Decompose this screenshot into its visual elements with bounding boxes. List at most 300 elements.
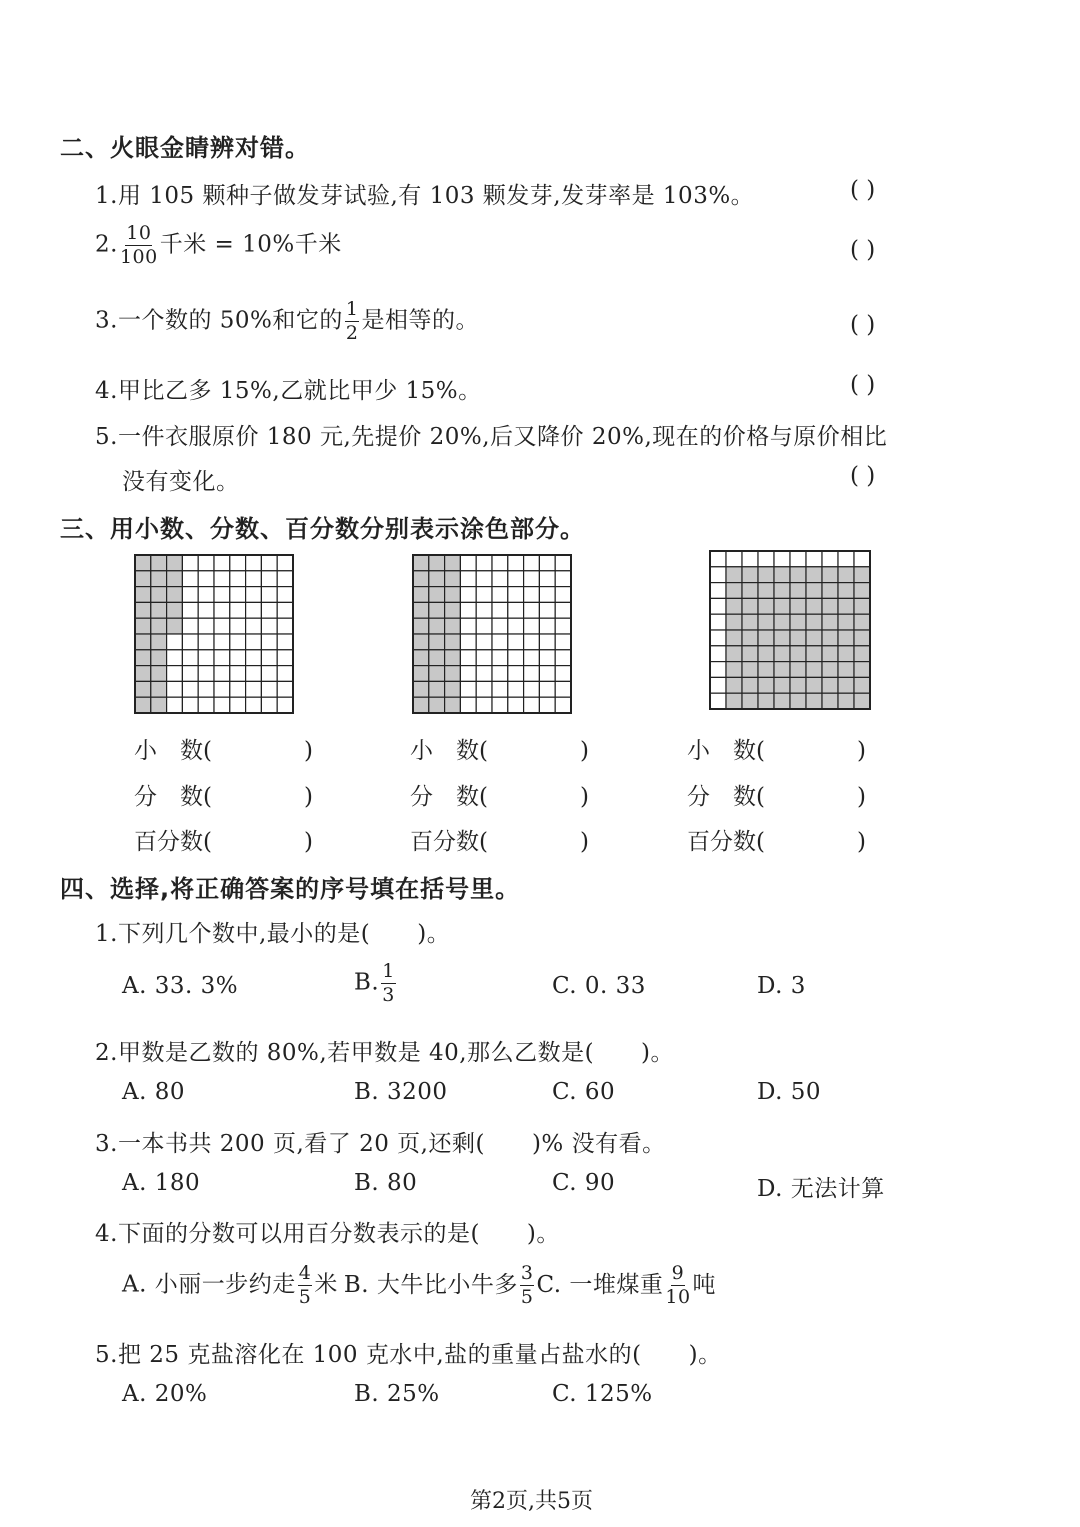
shaded-cell bbox=[445, 618, 461, 634]
shaded-cell bbox=[726, 693, 742, 709]
option-c[interactable]: C. 一堆煤重 $\frac{9}{10}$ 吨 bbox=[536, 1262, 717, 1308]
grid-cell bbox=[555, 666, 571, 682]
hundred-grid-1 bbox=[134, 554, 294, 714]
decimal-label: 小 数( ) bbox=[410, 738, 589, 764]
shaded-cell bbox=[838, 693, 854, 709]
grid-cell bbox=[182, 571, 198, 587]
grid-cell bbox=[277, 634, 293, 650]
section-2-item-2: 2. $\frac{10}{100}$ 千米 = 10%千米 bbox=[95, 222, 342, 268]
option-a[interactable]: A. 33. 3% bbox=[122, 973, 239, 999]
shaded-cell bbox=[742, 583, 758, 599]
fraction: $\frac{10}{100}$ bbox=[119, 222, 158, 268]
grid-cell bbox=[167, 650, 183, 666]
shaded-cell bbox=[151, 587, 167, 603]
shaded-cell bbox=[151, 602, 167, 618]
grid-cell bbox=[230, 681, 246, 697]
grid-cell bbox=[198, 571, 214, 587]
grid-cell bbox=[167, 634, 183, 650]
question-3-stem: 3.一本书共 200 页,看了 20 页,还剩( )% 没有看。 bbox=[95, 1131, 666, 1157]
grid-cell bbox=[214, 587, 230, 603]
option-b[interactable]: B. 80 bbox=[354, 1170, 418, 1196]
shaded-cell bbox=[726, 598, 742, 614]
question-1-stem: 1.下列几个数中,最小的是( )。 bbox=[95, 921, 451, 947]
shaded-cell bbox=[135, 555, 151, 571]
grid-cell bbox=[806, 551, 822, 567]
shaded-cell bbox=[445, 681, 461, 697]
grid-cell bbox=[822, 551, 838, 567]
shaded-cell bbox=[413, 602, 429, 618]
grid-cell bbox=[230, 634, 246, 650]
shaded-cell bbox=[742, 630, 758, 646]
grid-cell bbox=[230, 697, 246, 713]
grid-cell bbox=[214, 602, 230, 618]
answer-blank[interactable]: ( ) bbox=[850, 177, 876, 203]
grid-cell bbox=[710, 598, 726, 614]
fraction-label: 分 数( ) bbox=[687, 784, 866, 810]
grid-cell bbox=[214, 634, 230, 650]
grid-cell bbox=[182, 681, 198, 697]
grid-cell bbox=[182, 555, 198, 571]
grid-cell bbox=[182, 618, 198, 634]
grid-cell bbox=[261, 555, 277, 571]
grid-cell bbox=[508, 618, 524, 634]
shaded-cell bbox=[167, 571, 183, 587]
grid-cell bbox=[277, 666, 293, 682]
grid-cell bbox=[277, 571, 293, 587]
shaded-cell bbox=[854, 662, 870, 678]
shaded-cell bbox=[429, 666, 445, 682]
grid-cell bbox=[555, 650, 571, 666]
grid-cell bbox=[710, 567, 726, 583]
shaded-cell bbox=[742, 693, 758, 709]
grid-cell bbox=[492, 650, 508, 666]
shaded-cell bbox=[135, 650, 151, 666]
grid-cell bbox=[710, 614, 726, 630]
grid-cell bbox=[555, 571, 571, 587]
shaded-cell bbox=[774, 598, 790, 614]
shaded-cell bbox=[445, 650, 461, 666]
shaded-cell bbox=[838, 583, 854, 599]
shaded-cell bbox=[790, 693, 806, 709]
grid-cell bbox=[508, 571, 524, 587]
grid-cell bbox=[476, 555, 492, 571]
grid-cell bbox=[230, 587, 246, 603]
grid-cell bbox=[182, 697, 198, 713]
grid-cell bbox=[246, 666, 262, 682]
shaded-cell bbox=[445, 666, 461, 682]
shaded-cell bbox=[790, 567, 806, 583]
grid-cell bbox=[261, 681, 277, 697]
option-b[interactable]: B. 3200 bbox=[354, 1079, 448, 1105]
shaded-cell bbox=[774, 677, 790, 693]
grid-cell bbox=[476, 618, 492, 634]
shaded-cell bbox=[822, 598, 838, 614]
grid-cell bbox=[246, 618, 262, 634]
shaded-cell bbox=[742, 614, 758, 630]
shaded-cell bbox=[838, 598, 854, 614]
shaded-cell bbox=[774, 567, 790, 583]
question-4-stem: 4.下面的分数可以用百分数表示的是( )。 bbox=[95, 1221, 560, 1247]
shaded-cell bbox=[838, 567, 854, 583]
question-5-stem: 5.把 25 克盐溶化在 100 克水中,盐的重量占盐水的( )。 bbox=[95, 1342, 722, 1368]
shaded-cell bbox=[413, 681, 429, 697]
grid-cell bbox=[838, 551, 854, 567]
grid-cell bbox=[214, 555, 230, 571]
shaded-cell bbox=[854, 614, 870, 630]
shaded-cell bbox=[135, 681, 151, 697]
shaded-cell bbox=[726, 583, 742, 599]
grid-cell bbox=[460, 666, 476, 682]
option-b[interactable]: B. 25% bbox=[354, 1381, 440, 1407]
grid-cell bbox=[198, 681, 214, 697]
shaded-cell bbox=[822, 583, 838, 599]
shaded-cell bbox=[838, 677, 854, 693]
section-2-title: 二、火眼金睛辨对错。 bbox=[60, 134, 310, 162]
grid-cell bbox=[277, 555, 293, 571]
section-2-item-4: 4.甲比乙多 15%,乙就比甲少 15%。 bbox=[95, 378, 482, 404]
shaded-cell bbox=[413, 571, 429, 587]
shaded-cell bbox=[167, 618, 183, 634]
answer-blank[interactable]: ( ) bbox=[850, 312, 876, 338]
shaded-cell bbox=[135, 634, 151, 650]
shaded-cell bbox=[167, 587, 183, 603]
shaded-cell bbox=[742, 598, 758, 614]
fraction: $\frac{1}{2}$ bbox=[345, 298, 359, 344]
shaded-cell bbox=[429, 555, 445, 571]
grid-cell bbox=[508, 681, 524, 697]
shaded-cell bbox=[151, 697, 167, 713]
shaded-cell bbox=[758, 614, 774, 630]
shaded-cell bbox=[151, 571, 167, 587]
shaded-cell bbox=[429, 697, 445, 713]
grid-cell bbox=[460, 697, 476, 713]
grid-cell bbox=[476, 587, 492, 603]
shaded-cell bbox=[151, 555, 167, 571]
grid-cell bbox=[492, 571, 508, 587]
grid-cell bbox=[261, 587, 277, 603]
option-d[interactable]: D. 无法计算 bbox=[757, 1176, 885, 1202]
grid-cell bbox=[277, 602, 293, 618]
shaded-cell bbox=[413, 697, 429, 713]
shaded-cell bbox=[429, 602, 445, 618]
percent-label: 百分数( ) bbox=[687, 829, 866, 855]
grid-cell bbox=[524, 555, 540, 571]
grid-cell bbox=[277, 650, 293, 666]
grid-cell bbox=[492, 587, 508, 603]
shaded-cell bbox=[806, 662, 822, 678]
grid-cell bbox=[539, 587, 555, 603]
grid-cell bbox=[524, 618, 540, 634]
grid-cell bbox=[476, 602, 492, 618]
shaded-cell bbox=[774, 646, 790, 662]
grid-cell bbox=[710, 583, 726, 599]
shaded-cell bbox=[758, 646, 774, 662]
shaded-cell bbox=[774, 630, 790, 646]
grid-cell bbox=[460, 571, 476, 587]
grid-cell bbox=[460, 602, 476, 618]
grid-cell bbox=[246, 602, 262, 618]
grid-cell bbox=[790, 551, 806, 567]
shaded-cell bbox=[774, 614, 790, 630]
shaded-cell bbox=[806, 614, 822, 630]
hundred-grid-2 bbox=[412, 554, 572, 714]
shaded-cell bbox=[790, 677, 806, 693]
shaded-cell bbox=[429, 681, 445, 697]
grid-cell bbox=[230, 650, 246, 666]
section-2-item-5: 5.一件衣服原价 180 元,先提价 20%,后又降价 20%,现在的价格与原价相比 bbox=[95, 424, 888, 450]
shaded-cell bbox=[806, 646, 822, 662]
grid-cell bbox=[198, 666, 214, 682]
grid-cell bbox=[214, 618, 230, 634]
shaded-cell bbox=[806, 630, 822, 646]
grid-cell bbox=[555, 697, 571, 713]
grid-cell bbox=[492, 634, 508, 650]
grid-cell bbox=[230, 571, 246, 587]
shaded-cell bbox=[445, 571, 461, 587]
grid-cell bbox=[539, 602, 555, 618]
shaded-cell bbox=[758, 662, 774, 678]
grid-cell bbox=[261, 650, 277, 666]
grid-cell bbox=[198, 650, 214, 666]
grid-cell bbox=[555, 587, 571, 603]
grid-cell bbox=[198, 555, 214, 571]
shaded-cell bbox=[167, 602, 183, 618]
grid-cell bbox=[492, 681, 508, 697]
option-a[interactable]: A. 20% bbox=[122, 1381, 208, 1407]
shaded-cell bbox=[758, 583, 774, 599]
shaded-cell bbox=[413, 555, 429, 571]
shaded-cell bbox=[838, 614, 854, 630]
shaded-cell bbox=[742, 646, 758, 662]
grid-cell bbox=[524, 697, 540, 713]
grid-cell bbox=[508, 602, 524, 618]
grid-cell bbox=[182, 634, 198, 650]
shaded-cell bbox=[774, 662, 790, 678]
grid-cell bbox=[710, 551, 726, 567]
shaded-cell bbox=[742, 662, 758, 678]
shaded-cell bbox=[151, 681, 167, 697]
grid-cell bbox=[167, 697, 183, 713]
grid-cell bbox=[555, 681, 571, 697]
shaded-cell bbox=[758, 677, 774, 693]
grid-cell bbox=[742, 551, 758, 567]
grid-cell bbox=[230, 618, 246, 634]
grid-cell bbox=[854, 551, 870, 567]
grid-cell bbox=[182, 602, 198, 618]
grid-cell bbox=[524, 650, 540, 666]
shaded-cell bbox=[151, 650, 167, 666]
shaded-cell bbox=[854, 598, 870, 614]
option-a[interactable]: A. 180 bbox=[122, 1170, 201, 1196]
fraction-label: 分 数( ) bbox=[410, 784, 589, 810]
shaded-cell bbox=[790, 646, 806, 662]
section-2-item-3: 3.一个数的 50%和它的 $\frac{1}{2}$ 是相等的。 bbox=[95, 298, 479, 344]
grid-cell bbox=[261, 666, 277, 682]
grid-cell bbox=[555, 555, 571, 571]
grid-cell bbox=[508, 587, 524, 603]
grid-cell bbox=[214, 650, 230, 666]
grid-cell bbox=[492, 618, 508, 634]
grid-cell bbox=[182, 666, 198, 682]
grid-cell bbox=[230, 555, 246, 571]
grid-cell bbox=[476, 634, 492, 650]
grid-cell bbox=[539, 634, 555, 650]
shaded-cell bbox=[726, 614, 742, 630]
option-d[interactable]: D. 50 bbox=[757, 1079, 822, 1105]
shaded-cell bbox=[429, 571, 445, 587]
shaded-cell bbox=[445, 634, 461, 650]
grid-cell bbox=[460, 618, 476, 634]
grid-cell bbox=[476, 650, 492, 666]
grid-cell bbox=[539, 571, 555, 587]
answer-blank[interactable]: ( ) bbox=[850, 372, 876, 398]
shaded-cell bbox=[838, 662, 854, 678]
shaded-cell bbox=[822, 646, 838, 662]
grid-cell bbox=[214, 697, 230, 713]
shaded-cell bbox=[838, 630, 854, 646]
grid-cell bbox=[246, 681, 262, 697]
grid-cell bbox=[508, 697, 524, 713]
shaded-cell bbox=[742, 567, 758, 583]
option-c[interactable]: C. 125% bbox=[552, 1381, 653, 1407]
shaded-cell bbox=[135, 666, 151, 682]
grid-cell bbox=[277, 618, 293, 634]
grid-cell bbox=[261, 634, 277, 650]
shaded-cell bbox=[135, 587, 151, 603]
shaded-cell bbox=[151, 618, 167, 634]
decimal-label: 小 数( ) bbox=[687, 738, 866, 764]
answer-blank[interactable]: ( ) bbox=[850, 463, 876, 489]
grid-cell bbox=[277, 681, 293, 697]
grid-cell bbox=[492, 666, 508, 682]
grid-cell bbox=[182, 650, 198, 666]
shaded-cell bbox=[806, 598, 822, 614]
grid-cell bbox=[508, 634, 524, 650]
option-b[interactable]: B. 大牛比小牛多 $\frac{3}{5}$ bbox=[343, 1262, 534, 1308]
grid-cell bbox=[555, 634, 571, 650]
grid-cell bbox=[246, 571, 262, 587]
option-c[interactable]: C. 90 bbox=[552, 1170, 616, 1196]
shaded-cell bbox=[135, 602, 151, 618]
option-a[interactable]: A. 80 bbox=[122, 1079, 185, 1105]
shaded-cell bbox=[822, 567, 838, 583]
grid-cell bbox=[539, 555, 555, 571]
grid-cell bbox=[524, 587, 540, 603]
grid-cell bbox=[508, 666, 524, 682]
option-c[interactable]: C. 0. 33 bbox=[552, 973, 646, 999]
grid-cell bbox=[555, 602, 571, 618]
shaded-cell bbox=[854, 693, 870, 709]
grid-cell bbox=[710, 630, 726, 646]
question-2-stem: 2.甲数是乙数的 80%,若甲数是 40,那么乙数是( )。 bbox=[95, 1040, 675, 1066]
section-2-item-1: 1.用 105 颗种子做发芽试验,有 103 颗发芽,发芽率是 103%。 bbox=[95, 183, 755, 209]
shaded-cell bbox=[758, 630, 774, 646]
grid-cell bbox=[277, 587, 293, 603]
grid-cell bbox=[198, 602, 214, 618]
grid-cell bbox=[167, 666, 183, 682]
shaded-cell bbox=[413, 650, 429, 666]
grid-cell bbox=[539, 666, 555, 682]
grid-cell bbox=[230, 666, 246, 682]
fraction-label: 分 数( ) bbox=[134, 784, 313, 810]
grid-cell bbox=[277, 697, 293, 713]
shaded-cell bbox=[758, 693, 774, 709]
grid-cell bbox=[476, 571, 492, 587]
grid-cell bbox=[710, 662, 726, 678]
grid-cell bbox=[492, 697, 508, 713]
grid-cell bbox=[214, 571, 230, 587]
shaded-cell bbox=[806, 567, 822, 583]
shaded-cell bbox=[726, 677, 742, 693]
grid-cell bbox=[476, 666, 492, 682]
shaded-cell bbox=[135, 571, 151, 587]
option-c[interactable]: C. 60 bbox=[552, 1079, 616, 1105]
grid-cell bbox=[492, 602, 508, 618]
grid-cell bbox=[460, 681, 476, 697]
shaded-cell bbox=[822, 693, 838, 709]
grid-cell bbox=[198, 634, 214, 650]
grid-cell bbox=[167, 681, 183, 697]
shaded-cell bbox=[822, 677, 838, 693]
grid-cell bbox=[492, 555, 508, 571]
grid-cell bbox=[246, 634, 262, 650]
shaded-cell bbox=[822, 614, 838, 630]
shaded-cell bbox=[413, 618, 429, 634]
shaded-cell bbox=[790, 598, 806, 614]
shaded-cell bbox=[167, 555, 183, 571]
section-2-item-5-cont: 没有变化。 bbox=[122, 469, 240, 495]
grid-cell bbox=[524, 634, 540, 650]
grid-cell bbox=[710, 693, 726, 709]
grid-cell bbox=[508, 650, 524, 666]
option-a[interactable]: A. 小丽一步约走 $\frac{4}{5}$ 米 B. 大牛比小牛多 $\frac{3}{5}$ C. 一堆煤重 $\frac{9}{10}$ 吨 bbox=[122, 1262, 717, 1308]
shaded-cell bbox=[151, 634, 167, 650]
shaded-cell bbox=[726, 662, 742, 678]
grid-cell bbox=[246, 555, 262, 571]
shaded-cell bbox=[790, 630, 806, 646]
grid-cell bbox=[476, 681, 492, 697]
shaded-cell bbox=[413, 634, 429, 650]
option-b[interactable]: B. $\frac{1}{3}$ bbox=[354, 960, 395, 1006]
grid-cell bbox=[246, 650, 262, 666]
shaded-cell bbox=[806, 677, 822, 693]
grid-cell bbox=[555, 618, 571, 634]
grid-cell bbox=[476, 697, 492, 713]
grid-cell bbox=[774, 551, 790, 567]
answer-blank[interactable]: ( ) bbox=[850, 237, 876, 263]
shaded-cell bbox=[758, 598, 774, 614]
shaded-cell bbox=[135, 618, 151, 634]
shaded-cell bbox=[413, 587, 429, 603]
grid-cell bbox=[524, 681, 540, 697]
grid-cell bbox=[198, 618, 214, 634]
grid-cell bbox=[524, 666, 540, 682]
grid-cell bbox=[758, 551, 774, 567]
grid-cell bbox=[460, 587, 476, 603]
grid-cell bbox=[230, 602, 246, 618]
shaded-cell bbox=[726, 646, 742, 662]
shaded-cell bbox=[790, 614, 806, 630]
shaded-cell bbox=[429, 650, 445, 666]
grid-cell bbox=[460, 555, 476, 571]
shaded-cell bbox=[854, 583, 870, 599]
grid-cell bbox=[710, 646, 726, 662]
grid-cell bbox=[524, 571, 540, 587]
shaded-cell bbox=[806, 583, 822, 599]
option-d[interactable]: D. 3 bbox=[757, 973, 806, 999]
grid-cell bbox=[539, 618, 555, 634]
section-3-title: 三、用小数、分数、百分数分别表示涂色部分。 bbox=[60, 515, 585, 543]
